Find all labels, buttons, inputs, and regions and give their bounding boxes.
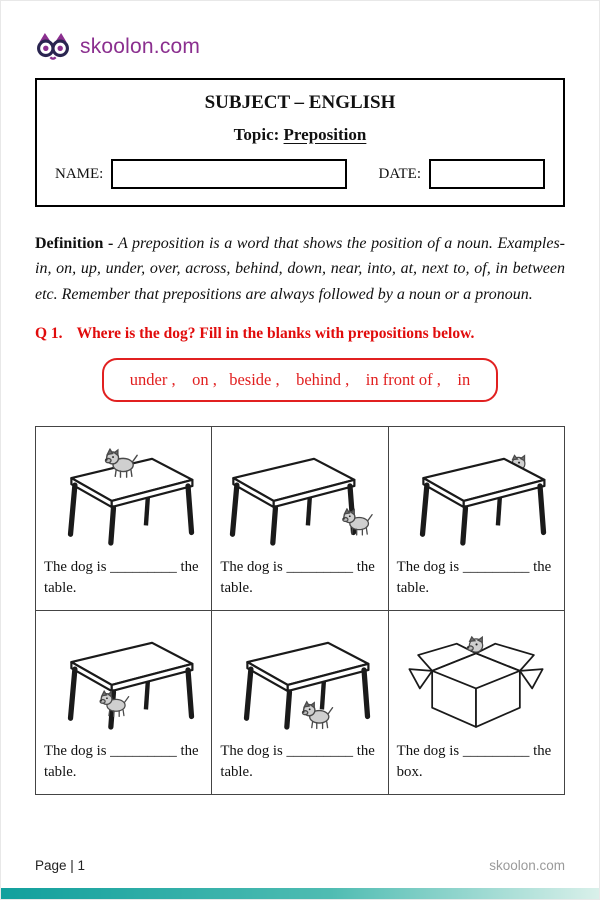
subject-title: SUBJECT – ENGLISH <box>204 92 396 113</box>
question-number: Q 1. <box>35 324 63 342</box>
question-text: Where is the dog? Fill in the blanks with prepositions below. <box>76 324 475 342</box>
topic-value: Preposition <box>283 125 367 144</box>
cell-caption: The dog is _________ the table. <box>44 558 199 597</box>
grid-cell <box>212 610 388 794</box>
dog-in-front-of-table-image <box>221 620 379 734</box>
grid-cell <box>388 426 564 610</box>
definition-paragraph <box>35 231 565 307</box>
brand-header <box>35 31 565 62</box>
dog-beside-table-image <box>221 436 379 550</box>
page-number: Page | 1 <box>35 858 86 873</box>
brand-name: skoolon.com <box>80 34 201 58</box>
topic-label: Topic: <box>233 125 280 144</box>
grid-cell <box>36 426 212 610</box>
cell-caption: The dog is _________ the table. <box>396 558 552 597</box>
definition-label: Definition - <box>35 235 118 252</box>
name-date-row <box>55 159 545 189</box>
page-footer <box>35 858 565 873</box>
grid-cell <box>36 610 212 794</box>
name-label: NAME: <box>55 165 104 182</box>
grid-cell <box>388 610 564 794</box>
question-line <box>35 325 565 343</box>
date-input[interactable] <box>429 159 545 189</box>
cell-caption: The dog is _________ the table. <box>44 742 199 781</box>
skoolon-logo-icon <box>35 31 71 62</box>
dog-behind-table-image <box>397 436 555 550</box>
footer-site: skoolon.com <box>489 858 565 873</box>
word-bank: under , on , beside , behind , in front of , in <box>102 358 498 402</box>
topic-line <box>55 125 545 145</box>
preposition-grid <box>35 426 565 795</box>
cell-caption: The dog is _________ the table. <box>220 742 375 781</box>
definition-text: A preposition is a word that shows the position of a noun. Examples- in, on, up, under, over, across, behind, down, near, into, at, next to, of, in between etc. Remember that prepositions are always followed by a noun or a pronoun. <box>35 235 565 303</box>
name-input[interactable] <box>111 159 347 189</box>
cell-caption: The dog is _________ the box. <box>396 742 552 781</box>
bottom-accent-bar <box>1 888 599 899</box>
date-label: DATE: <box>378 165 421 182</box>
dog-under-table-image <box>45 620 203 734</box>
dog-on-table-image <box>45 436 203 550</box>
cell-caption: The dog is _________ the table. <box>220 558 375 597</box>
grid-cell <box>212 426 388 610</box>
dog-in-box-image <box>397 620 555 734</box>
header-box <box>35 78 565 207</box>
